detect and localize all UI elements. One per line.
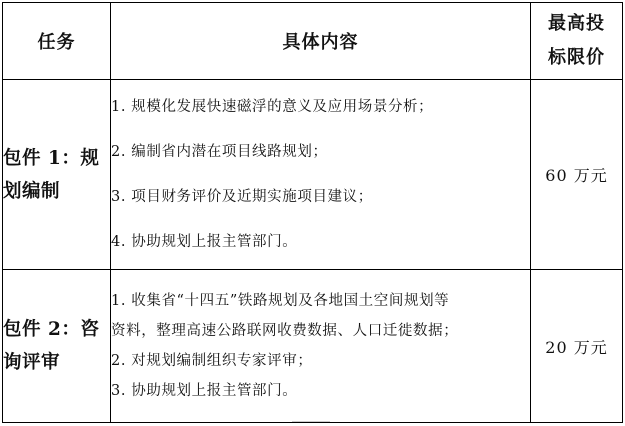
content-item: 2. 编制省内潜在项目线路规划；	[111, 144, 328, 160]
package-name-line1: 包件 2：咨	[3, 319, 100, 340]
content-item-group	[111, 286, 530, 406]
header-row	[3, 3, 623, 80]
price-cell: 20 万元	[531, 270, 623, 423]
content-item: 1. 规模化发展快速磁浮的意义及应用场景分析；	[111, 99, 434, 115]
price-cell: 60 万元	[531, 80, 623, 270]
package-name-line2: 划编制	[3, 180, 61, 202]
task-column-header: 任务	[3, 3, 111, 80]
table-row	[3, 270, 623, 423]
package-name-line1: 包件 1：规	[3, 147, 100, 169]
page-footer-mark	[292, 421, 330, 426]
content-item: 1. 收集省“十四五”铁路规划及各地国土空间规划等	[111, 293, 450, 309]
table-row	[3, 80, 623, 270]
content-item: 资料，整理高速公路联网收费数据、人口迁徙数据；	[111, 323, 459, 339]
package-name-cell	[3, 270, 111, 423]
content-item: 4. 协助规划上报主管部门。	[111, 234, 298, 250]
content-item: 2. 对规划编制组织专家评审；	[111, 353, 313, 369]
content-item: 3. 项目财务评价及近期实施项目建议；	[111, 189, 373, 205]
bid-price-table	[2, 2, 623, 423]
package-name-cell	[3, 80, 111, 270]
content-column-header: 具体内容	[111, 3, 531, 80]
price-header-line1: 最高投	[548, 13, 605, 34]
content-cell	[111, 270, 531, 423]
content-cell	[111, 80, 531, 270]
package-name-line2: 询评审	[3, 352, 61, 373]
content-item: 3. 协助规划上报主管部门。	[111, 383, 298, 399]
price-column-header	[531, 3, 623, 80]
price-header-line2: 标限价	[548, 47, 605, 68]
